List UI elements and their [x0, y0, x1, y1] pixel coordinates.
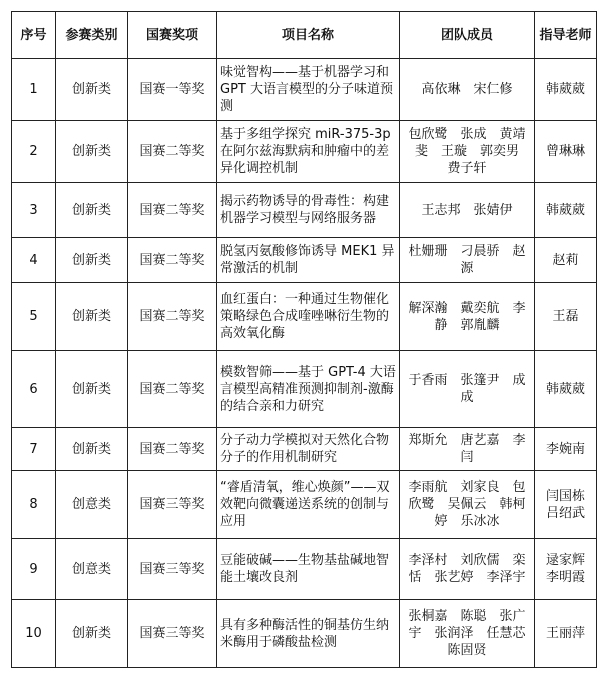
cell-no: 7 [12, 428, 56, 471]
cell-members: 李泽村 刘欣儒 栾恬 张艺婷 李泽宇 [400, 539, 535, 600]
cell-advisor: 曾琳琳 [535, 121, 597, 183]
cell-no: 2 [12, 121, 56, 183]
table-row [12, 428, 597, 471]
cell-award: 国赛二等奖 [128, 428, 217, 471]
cell-project: 脱氢丙氨酸修饰诱导 MEK1 异常激活的机制 [217, 238, 400, 283]
cell-members: 王志邦 张婧伊 [400, 183, 535, 238]
table-row [12, 351, 597, 428]
cell-award: 国赛二等奖 [128, 121, 217, 183]
cell-award: 国赛二等奖 [128, 238, 217, 283]
cell-no: 5 [12, 283, 56, 351]
cell-award: 国赛三等奖 [128, 539, 217, 600]
awards-table-container [11, 11, 597, 668]
cell-members: 高依琳 宋仁修 [400, 59, 535, 121]
cell-advisor: 王丽萍 [535, 600, 597, 668]
cell-award: 国赛三等奖 [128, 471, 217, 539]
cell-category: 创新类 [56, 600, 128, 668]
table-row [12, 600, 597, 668]
cell-no: 3 [12, 183, 56, 238]
cell-advisor: 逯家辉 李明霞 [535, 539, 597, 600]
cell-no: 1 [12, 59, 56, 121]
cell-advisor: 赵莉 [535, 238, 597, 283]
cell-advisor: 韩葳葳 [535, 183, 597, 238]
cell-category: 创新类 [56, 238, 128, 283]
cell-category: 创新类 [56, 59, 128, 121]
header-members: 团队成员 [400, 12, 535, 59]
cell-no: 6 [12, 351, 56, 428]
header-project: 项目名称 [217, 12, 400, 59]
cell-members: 解深瀚 戴奕航 李静 郭胤麟 [400, 283, 535, 351]
cell-members: 张桐嘉 陈聪 张广宇 张润泽 任慧芯 陈固贤 [400, 600, 535, 668]
cell-project: 基于多组学探究 miR-375-3p 在阿尔兹海默病和肿瘤中的差异化调控机制 [217, 121, 400, 183]
table-row [12, 183, 597, 238]
cell-advisor: 王磊 [535, 283, 597, 351]
cell-no: 4 [12, 238, 56, 283]
cell-members: 于香雨 张篷尹 成成 [400, 351, 535, 428]
cell-project: 血红蛋白：一种通过生物催化策略绿色合成喹唑啉衍生物的高效氧化酶 [217, 283, 400, 351]
cell-project: 揭示药物诱导的骨毒性：构建机器学习模型与网络服务器 [217, 183, 400, 238]
cell-project: 味觉智构——基于机器学习和 GPT 大语言模型的分子味道预测 [217, 59, 400, 121]
cell-award: 国赛二等奖 [128, 183, 217, 238]
header-advisor: 指导老师 [535, 12, 597, 59]
cell-advisor: 李婉南 [535, 428, 597, 471]
cell-project: 分子动力学模拟对天然化合物分子的作用机制研究 [217, 428, 400, 471]
cell-project: 豆能破碱——生物基盐碱地智能土壤改良剂 [217, 539, 400, 600]
cell-members: 包欣鹭 张成 黄靖斐 王璇 郭奕男 费子轩 [400, 121, 535, 183]
table-row [12, 539, 597, 600]
cell-members: 郑斯允 唐艺嘉 李闫 [400, 428, 535, 471]
cell-advisor: 韩葳葳 [535, 59, 597, 121]
cell-category: 创新类 [56, 283, 128, 351]
cell-advisor: 闫国栋 吕绍武 [535, 471, 597, 539]
table-row [12, 121, 597, 183]
table-row [12, 238, 597, 283]
cell-project: “睿盾清氧，维心焕颜”——双效靶向微囊递送系统的创制与应用 [217, 471, 400, 539]
cell-award: 国赛二等奖 [128, 283, 217, 351]
table-header-row [12, 12, 597, 59]
cell-project: 具有多种酶活性的铜基仿生纳米酶用于磷酸盐检测 [217, 600, 400, 668]
cell-no: 8 [12, 471, 56, 539]
cell-category: 创意类 [56, 471, 128, 539]
cell-award: 国赛二等奖 [128, 351, 217, 428]
cell-category: 创新类 [56, 183, 128, 238]
cell-award: 国赛三等奖 [128, 600, 217, 668]
cell-members: 李雨航 刘家良 包欣鹭 吴佩云 韩柯婷 乐冰冰 [400, 471, 535, 539]
cell-project: 模数智筛——基于 GPT-4 大语言模型高精准预测抑制剂-激酶的结合亲和力研究 [217, 351, 400, 428]
cell-members: 杜姗珊 刁晨骄 赵源 [400, 238, 535, 283]
cell-advisor: 韩葳葳 [535, 351, 597, 428]
awards-table [11, 11, 597, 668]
cell-category: 创新类 [56, 351, 128, 428]
cell-no: 9 [12, 539, 56, 600]
cell-no: 10 [12, 600, 56, 668]
cell-category: 创新类 [56, 428, 128, 471]
table-row [12, 283, 597, 351]
header-category: 参赛类别 [56, 12, 128, 59]
cell-category: 创意类 [56, 539, 128, 600]
table-row [12, 471, 597, 539]
cell-category: 创新类 [56, 121, 128, 183]
cell-award: 国赛一等奖 [128, 59, 217, 121]
table-row [12, 59, 597, 121]
header-no: 序号 [12, 12, 56, 59]
header-award: 国赛奖项 [128, 12, 217, 59]
